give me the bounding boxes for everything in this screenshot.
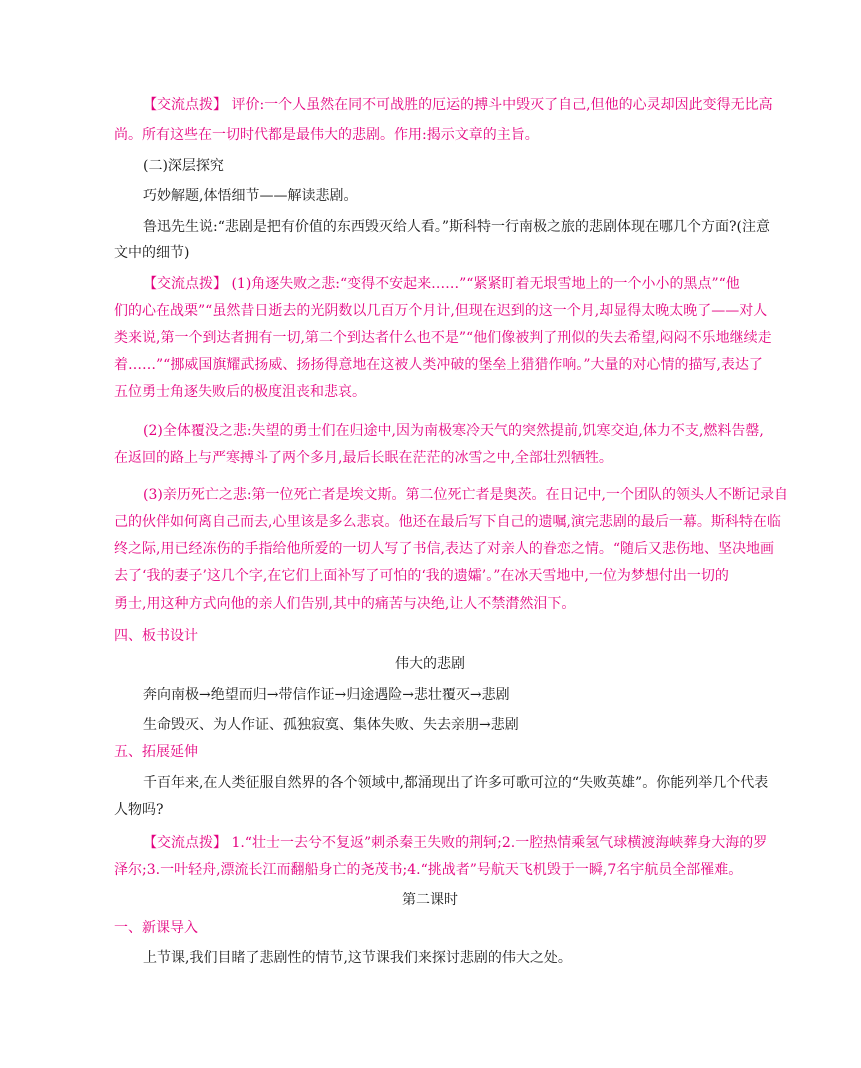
- paragraph-line: 五位勇士角逐失败后的极度沮丧和悲哀。: [114, 384, 366, 400]
- board-line: 生命毁灭、为人作证、孤独寂寞、集体失败、失去亲朋→悲剧: [143, 717, 519, 733]
- question-line: 千百年来,在人类征服自然界的各个领域中,都涌现出了许多可歌可泣的“失败英雄”。你能列举几个代表: [143, 775, 769, 791]
- question-line: 文中的细节): [114, 245, 190, 261]
- section-heading-intro: 一、新课导入: [114, 920, 198, 936]
- question-line: 人物吗?: [114, 802, 164, 818]
- paragraph-line: 们的心在战栗”“虽然昔日逝去的光阴数以几百万个月计,但现在迟到的这一个月,却显得太晚太晚了——对人: [114, 303, 768, 319]
- paragraph-line: (2)全体覆没之悲:失望的勇士们在归途中,因为南极寒冷天气的突然提前,饥寒交迫,体力不支,燃料告罄,: [143, 423, 764, 439]
- exchange-tip-tag: 【交流点拨】: [143, 276, 227, 292]
- paragraph-line: 在返回的路上与严寒搏斗了两个多月,最后长眠在茫茫的冰雪之中,全部壮烈牺牲。: [114, 450, 613, 466]
- paragraph-line: 着……”“挪威国旗耀武扬威、扬扬得意地在这被人类冲破的堡垒上猎猎作响。”大量的对心情的描写,表达了: [114, 357, 763, 373]
- exchange-tip-tag: 【交流点拨】: [143, 97, 227, 113]
- paragraph-line: 上节课,我们目睹了悲剧性的情节,这节课我们来探讨悲剧的伟大之处。: [143, 950, 572, 966]
- paragraph-line: 己的伙伴如何离自己而去,心里该是多么悲哀。他还在最后写下自己的遗嘱,演完悲剧的最后一幕。斯科特在临: [114, 514, 781, 530]
- exchange-tip-text: 1.“壮士一去兮不复返”刺杀秦王失败的荆轲;2.一腔热情乘氢气球横渡海峡葬身大海的罗: [227, 835, 768, 851]
- paragraph-line: 去了‘我的妻子’这几个字,在它们上面补写了可怕的‘我的遗孀’。”在冰天雪地中,一位为梦想付出一切的: [114, 568, 729, 584]
- paragraph-line: 尚。所有这些在一切时代都是最伟大的悲剧。作用:揭示文章的主旨。: [114, 127, 539, 143]
- paragraph-line: (3)亲历死亡之悲:第一位死亡者是埃文斯。第二位死亡者是奥茨。在日记中,一个团队的领头人不断记录自: [143, 487, 788, 503]
- paragraph-line: 巧妙解题,体悟细节——解读悲剧。: [143, 188, 358, 204]
- exchange-tip-1: [143, 96, 773, 114]
- paragraph-line: 泽尔;3.一叶轻舟,漂流长江而翻船身亡的尧茂书;4.“挑战者”号航天飞机毁于一瞬,7名宇航员全部罹难。: [114, 862, 743, 878]
- paragraph-line: 终之际,用已经冻伤的手指给他所爱的一切人写了书信,表达了对亲人的眷恋之情。“随后又悲伤地、坚决地画: [114, 541, 775, 557]
- section-heading-board-design: 四、板书设计: [114, 628, 198, 644]
- exchange-tip-tag: 【交流点拨】: [143, 835, 227, 851]
- exchange-tip-text: 评价:一个人虽然在同不可战胜的厄运的搏斗中毁灭了自己,但他的心灵却因此变得无比高: [227, 97, 773, 113]
- lesson-title: 第二课时: [402, 892, 458, 908]
- board-title: 伟大的悲剧: [395, 656, 465, 672]
- board-line: 奔向南极→绝望而归→带信作证→归途遇险→悲壮覆灭→悲剧: [143, 687, 510, 703]
- paragraph-line: 类来说,第一个到达者拥有一切,第二个到达者什么也不是”“他们像被判了刑似的失去希望,闷闷不乐地继续走: [114, 330, 772, 346]
- exchange-tip-text: (1)角逐失败之悲:“变得不安起来……”“紧紧盯着无垠雪地上的一个小小的黑点”“他: [227, 276, 740, 292]
- question-line: 鲁迅先生说:“悲剧是把有价值的东西毁灭给人看。”斯科特一行南极之旅的悲剧体现在哪几个方面?(注意: [143, 219, 770, 235]
- section-heading-extension: 五、拓展延伸: [114, 744, 198, 760]
- section-heading-deep-inquiry: (二)深层探究: [143, 158, 224, 174]
- paragraph-line: 勇士,用这种方式向他的亲人们告别,其中的痛苦与决绝,让人不禁潸然泪下。: [114, 596, 576, 612]
- exchange-tip-3: [143, 834, 768, 852]
- exchange-tip-2: [143, 275, 754, 293]
